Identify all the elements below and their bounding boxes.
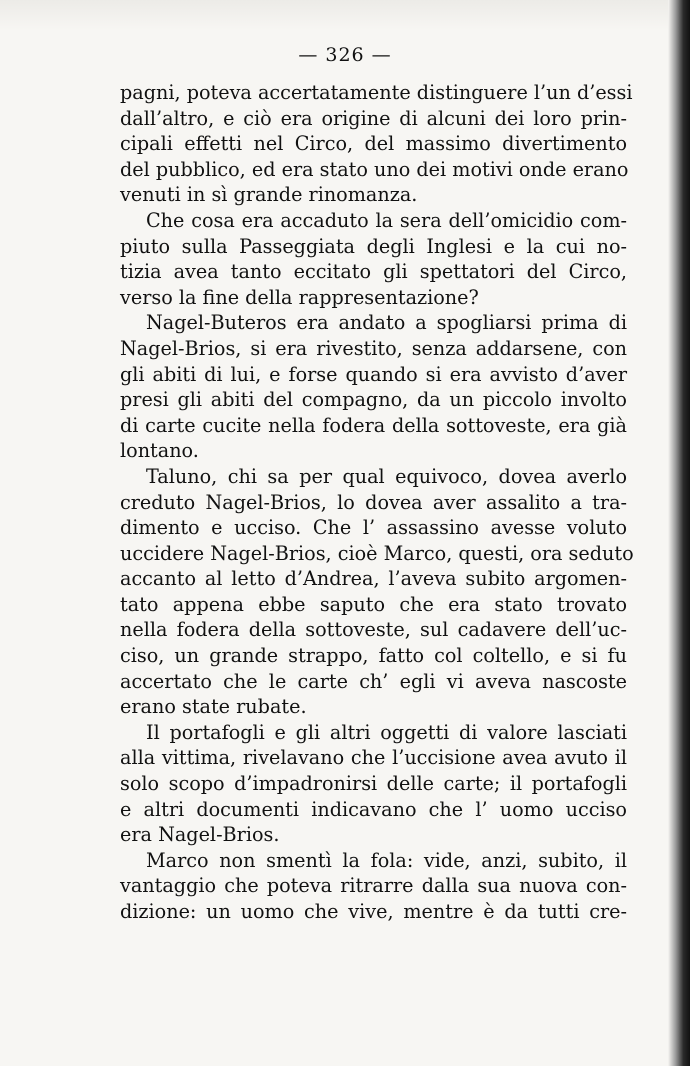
- text-line: di carte cucite nella fodera della sottoveste, era già: [120, 413, 627, 437]
- page-top-shading: [0, 0, 690, 30]
- text-line: tizia avea tanto eccitato gli spettatori del Circo,: [120, 260, 627, 284]
- paragraph: [120, 80, 633, 208]
- text-line: alla vittima, rivelavano che l’uccisione avea avuto il: [120, 746, 627, 770]
- text-line: vantaggio che poteva ritrarre dalla sua nuova con-: [120, 874, 627, 898]
- paragraph: [120, 208, 627, 310]
- text-line: era Nagel-Brios.: [120, 823, 280, 847]
- text-line: nella fodera della sottoveste, sul cadavere dell’uc-: [120, 618, 627, 642]
- page-binding-edge: [668, 0, 690, 1066]
- text-line: erano state rubate.: [120, 695, 307, 719]
- text-line: creduto Nagel-Brios, lo dovea aver assalito a tra-: [120, 490, 627, 514]
- text-line: ciso, un grande strappo, fatto col coltello, e si fu: [120, 644, 627, 668]
- text-line: accanto al letto d’Andrea, l’aveva subito argomen-: [120, 567, 627, 591]
- text-line: cipali effetti nel Circo, del massimo divertimento: [120, 132, 627, 156]
- page-number: — 326 —: [298, 44, 392, 66]
- paragraph: [120, 720, 627, 848]
- text-line: solo scopo d’impadronirsi delle carte; il portafogli: [120, 772, 627, 796]
- text-line: e altri documenti indicavano che l’ uomo ucciso: [120, 797, 627, 821]
- text-line: accertato che le carte ch’ egli vi aveva nascoste: [120, 669, 627, 693]
- text-line: venuti in sì grande rinomanza.: [120, 183, 418, 207]
- text-line: lontano.: [120, 439, 199, 463]
- text-line: presi gli abiti del compagno, da un piccolo involto: [120, 388, 627, 412]
- text-line: uccidere Nagel-Brios, cioè Marco, questi, ora seduto: [120, 541, 634, 565]
- text-line: dizione: un uomo che vive, mentre è da tutti cre-: [120, 900, 627, 923]
- text-line: Marco non smentì la fola: vide, anzi, subito, il: [146, 848, 627, 872]
- text-line: Taluno, chi sa per qual equivoco, dovea averlo: [146, 464, 627, 488]
- paragraph: [120, 464, 634, 720]
- text-line: Il portafogli e gli altri oggetti di valore lasciati: [146, 720, 627, 744]
- body-text: [120, 80, 634, 925]
- text-line: tato appena ebbe saputo che era stato trovato: [120, 592, 627, 616]
- text-line: piuto sulla Passeggiata degli Inglesi e la cui no-: [120, 234, 627, 258]
- paragraph: [120, 848, 627, 925]
- paragraph: [120, 310, 627, 464]
- text-line: del pubblico, ed era stato uno dei motivi onde erano: [120, 157, 629, 181]
- text-line: Nagel-Buteros era andato a spogliarsi prima di: [146, 311, 627, 335]
- text-line: pagni, poteva accertatamente distinguere l’un d’essi: [120, 81, 633, 104]
- text-line: dimento e ucciso. Che l’ assassino avesse voluto: [120, 516, 627, 540]
- text-line: Che cosa era accaduto la sera dell’omicidio com-: [146, 208, 627, 232]
- text-line: gli abiti di lui, e forse quando si era avvisto d’aver: [120, 362, 627, 386]
- text-line: verso la fine della rappresentazione?: [120, 285, 479, 309]
- text-line: Nagel-Brios, si era rivestito, senza addarsene, con: [120, 336, 627, 360]
- text-line: dall’altro, e ciò era origine di alcuni dei loro prin-: [120, 106, 627, 130]
